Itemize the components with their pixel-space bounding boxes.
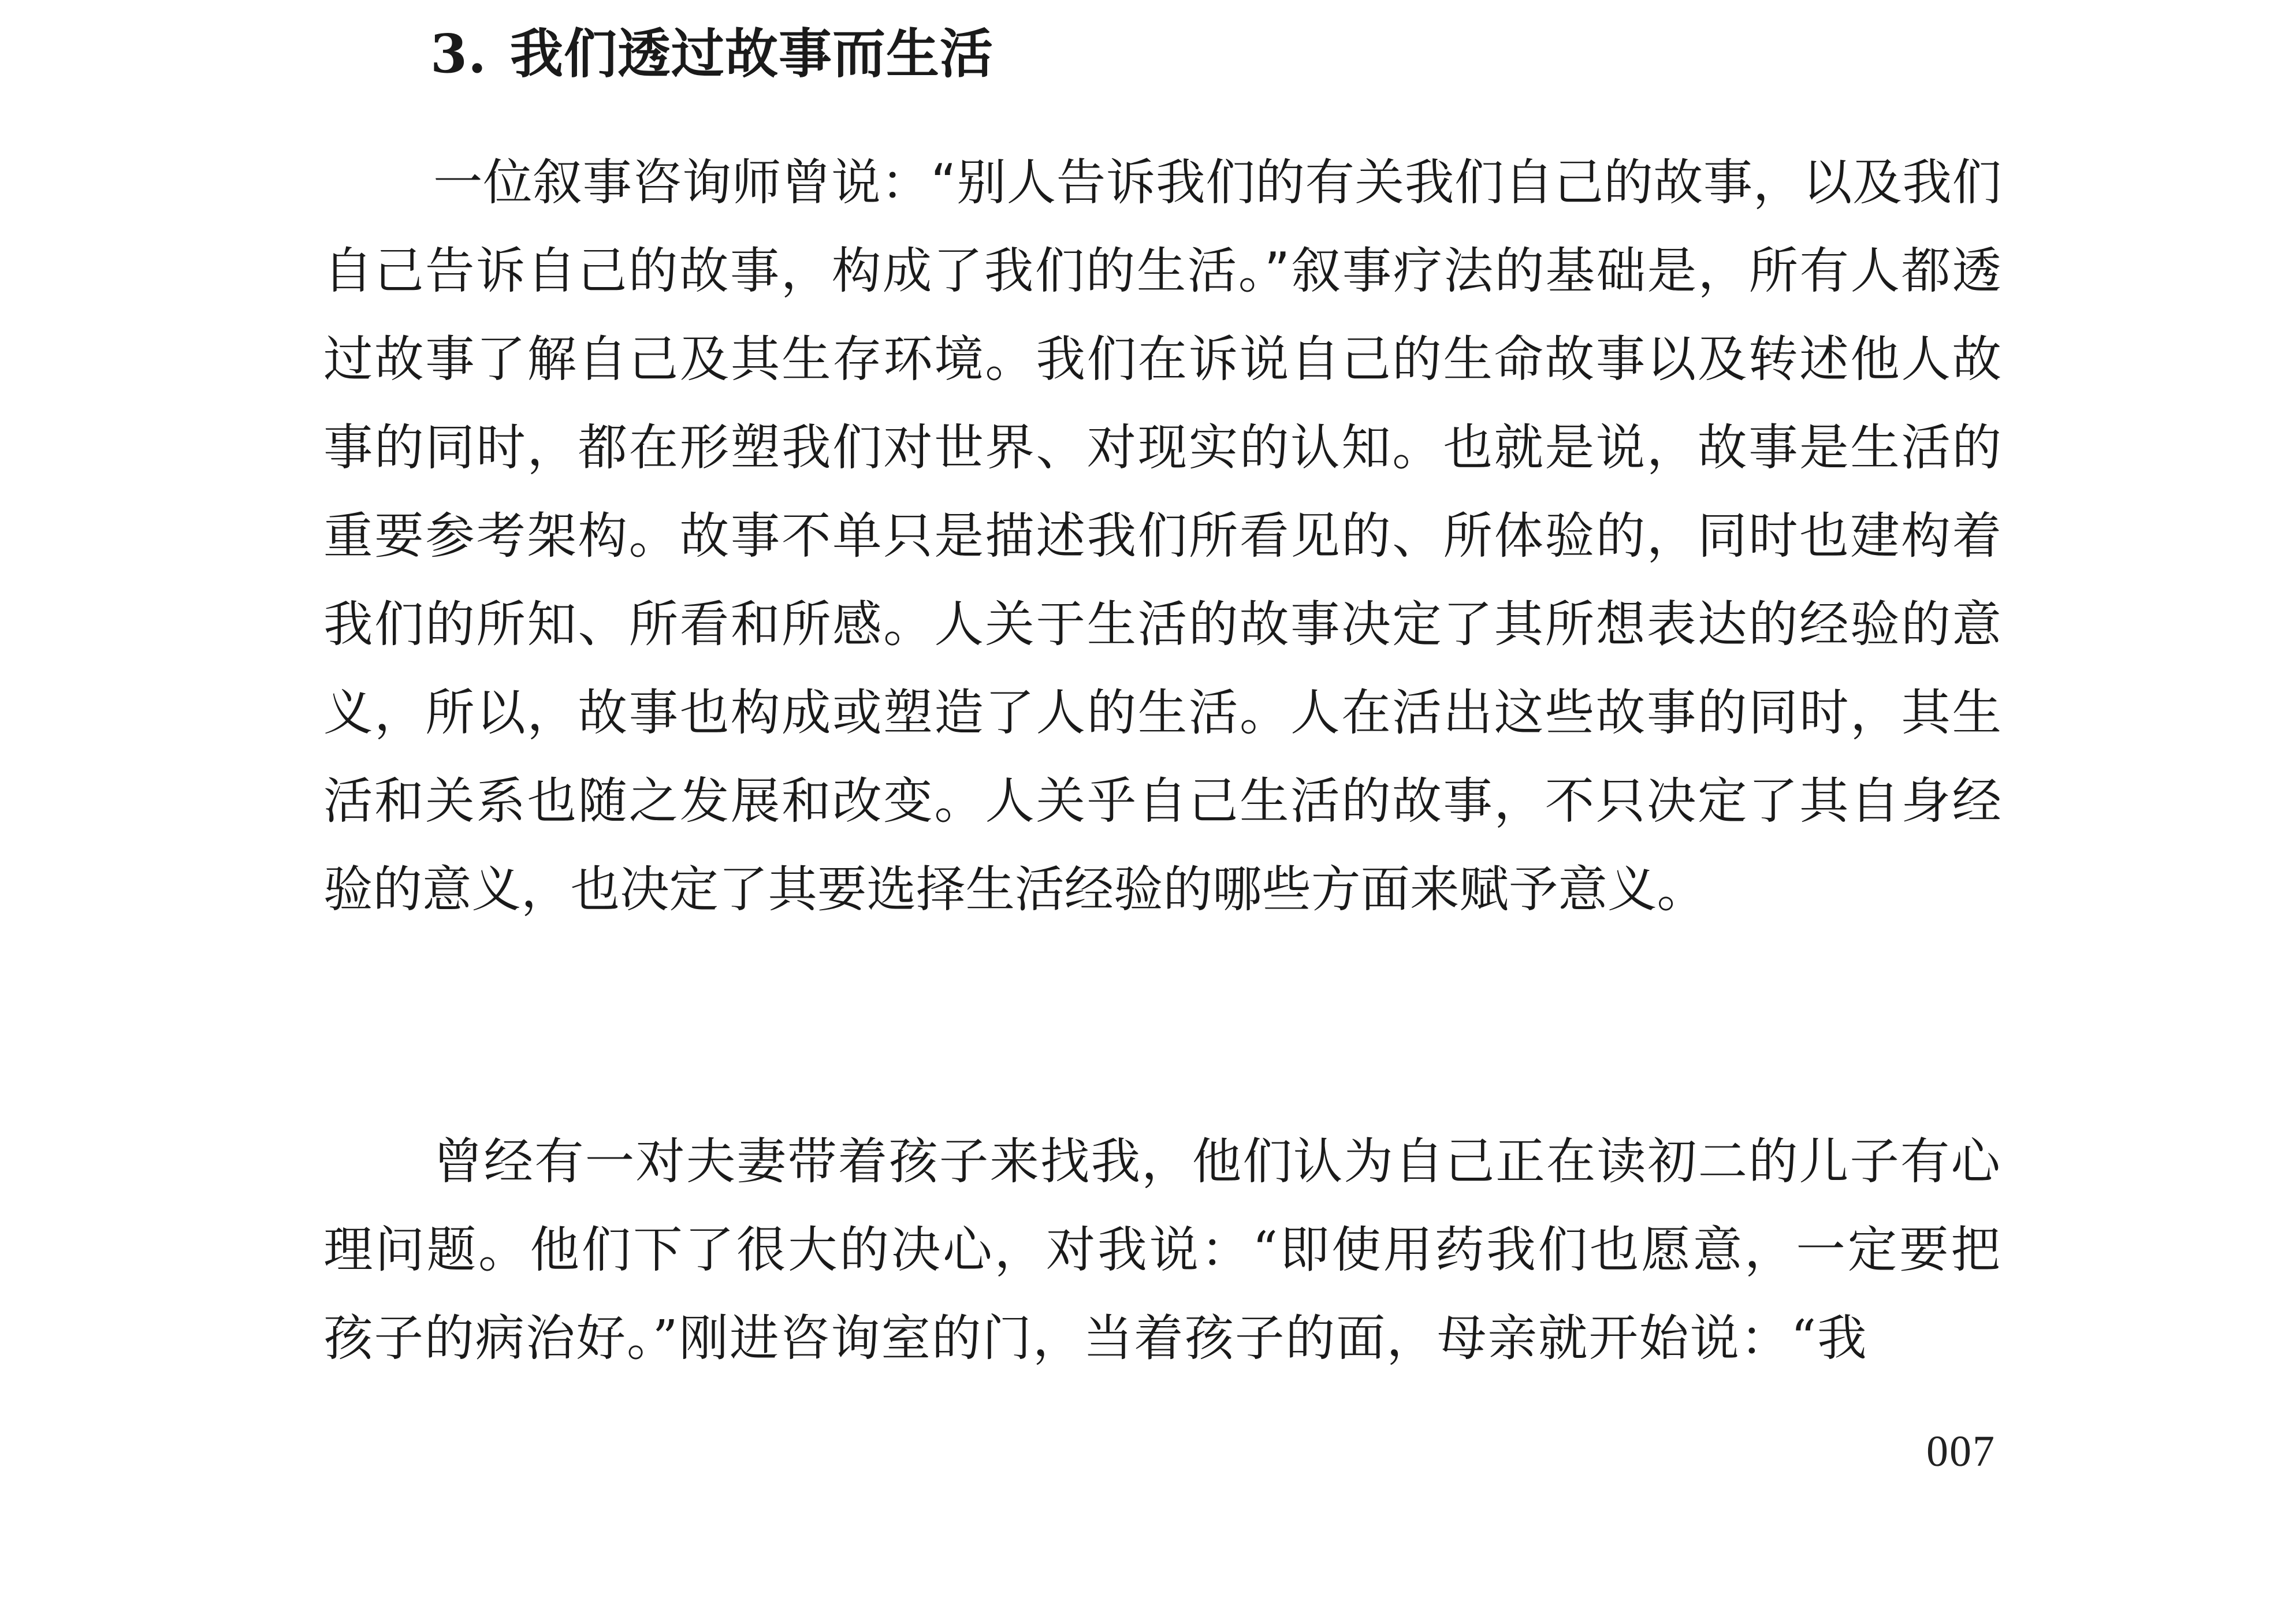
body-paragraph-1-container (323, 139, 2001, 934)
section-number: 3. (430, 23, 488, 85)
section-heading (430, 16, 993, 91)
section-title: 我们透过故事而生活 (510, 23, 994, 85)
body-paragraph: 一位叙事咨询师曾说：“别人告诉我们的有关我们自己的故事，以及我们自己告诉自己的故事，构成了我们的生活。”叙事疗法的基础是，所有人都透过故事了解自己及其生存环境。我们在诉说自己的生命故事以及转述他人故事的同时，都在形塑我们对世界、对现实的认知。也就是说，故事是生活的重要参考架构。故事不单只是描述我们所看见的、所体验的，同时也建构着我们的所知、所看和所感。人关于生活的故事决定了其所想表达的经验的意义，所以，故事也构成或塑造了人的生活。人在活出这些故事的同时，其生活和关系也随之发展和改变。人关乎自己生活的故事，不只决定了其自身经验的意义，也决定了其要选择生活经验的哪些方面来赋予意义。 (323, 154, 2001, 918)
page-number: 007 (1926, 1427, 1996, 1476)
body-paragraph: 曾经有一对夫妻带着孩子来找我，他们认为自己正在读初二的儿子有心理问题。他们下了很大的决心，对我说：“即使用药我们也愿意，一定要把孩子的病治好。”刚进咨询室的门，当着孩子的面，母亲就开始说：“我 (323, 1133, 2001, 1367)
body-paragraph-2-container (323, 1118, 2001, 1383)
